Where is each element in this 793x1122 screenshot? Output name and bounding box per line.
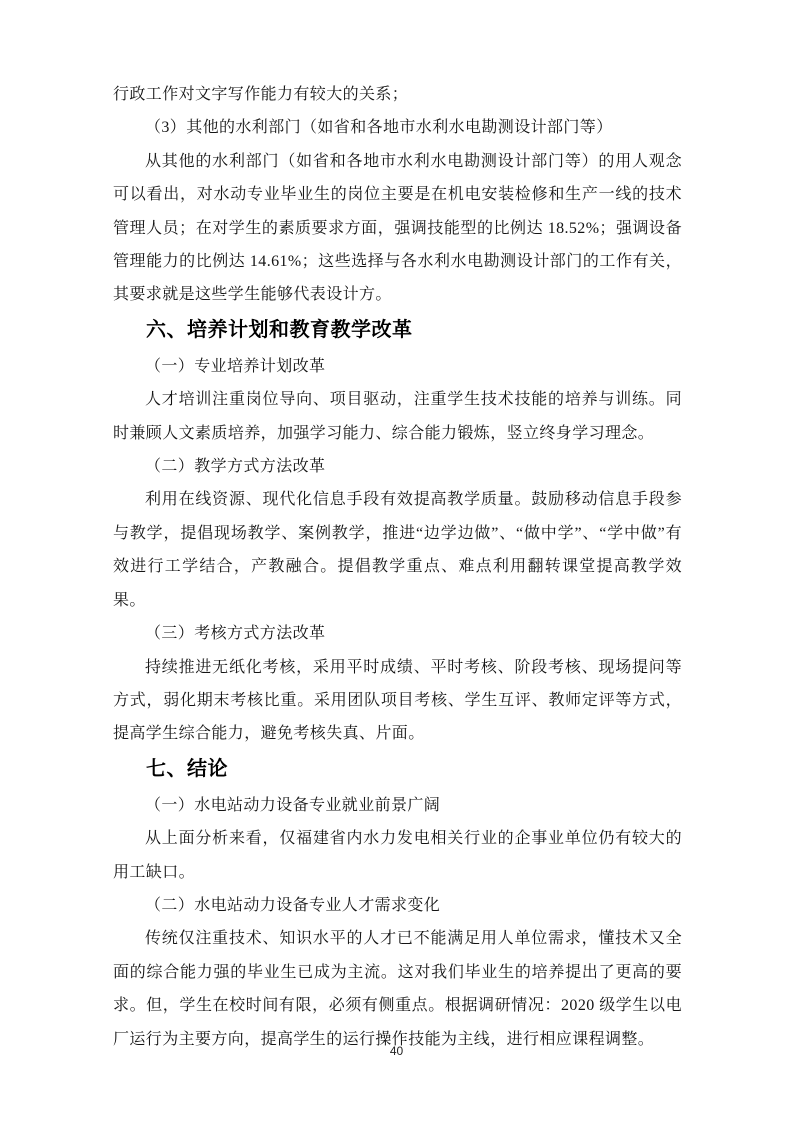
page-number: 40 [389,1044,404,1058]
paragraph-teaching-method-reform: 利用在线资源、现代化信息手段有效提高教学质量。鼓励移动信息手段参与教学，提倡现场教学、案例教学，推进“边学边做”、“做中学”、“学中做”有效进行工学结合，产教融合。提倡教学重点、难点利用翻转课堂提高教学效果。 [113,491,682,609]
paragraph-continuation: 行政工作对文字写作能力有较大的关系； [113,86,409,103]
subheading-6-1: （一）专业培养计划改革 [145,357,326,375]
subheading-6-3: （三）考核方式方法改革 [145,625,326,643]
subheading-7-1: （一）水电站动力设备专业就业前景广阔 [145,796,441,814]
paragraph-other-departments-analysis: 从其他的水利部门（如省和各地市水利水电勘测设计部门等）的用人观念可以看出，对水动专业毕业生的岗位主要是在机电安装检修和生产一线的技术管理人员；在对学生的素质要求方面，强调技能型的比例达 18.52%；强调设备管理能力的比例达 14.61%；这些选择与各水利水电勘测设计部门的工作有关，其要求就是这些学生能够代表设计方。 [113,152,682,304]
heading-section-6: 六、培养计划和教育教学改革 [146,318,413,341]
paragraph-assessment-method-reform: 持续推进无纸化考核，采用平时成绩、平时考核、阶段考核、现场提问等方式，弱化期末考核比重。采用团队项目考核、学生互评、教师定评等方式，提高学生综合能力，避免考核失真、片面。 [113,658,682,743]
list-item-other-departments: （3）其他的水利部门（如省和各地市水利水电勘测设计部门等） [145,119,613,137]
heading-section-7: 七、结论 [146,757,228,780]
document-body [113,78,682,1056]
subheading-7-2: （二）水电站动力设备专业人才需求变化 [145,896,441,914]
paragraph-talent-demand-change: 传统仅注重技术、知识水平的人才已不能满足用人单位需求，懂技术又全面的综合能力强的毕业生已成为主流。这对我们毕业生的培养提出了更高的要求。但，学生在校时间有限，必须有侧重点。根据调研情况：2020 级学生以电厂运行为主要方向，提高学生的运行操作技能为主线，进行相应课程调整。 [113,930,682,1048]
subheading-6-2: （二）教学方式方法改革 [145,458,326,476]
paragraph-training-plan-reform: 人才培训注重岗位导向、项目驱动，注重学生技术技能的培养与训练。同时兼顾人文素质培养，加强学习能力、综合能力锻炼，竖立终身学习理念。 [113,391,682,442]
paragraph-employment-outlook: 从上面分析来看，仅福建省内水力发电相关行业的企事业单位仍有较大的用工缺口。 [113,830,682,881]
